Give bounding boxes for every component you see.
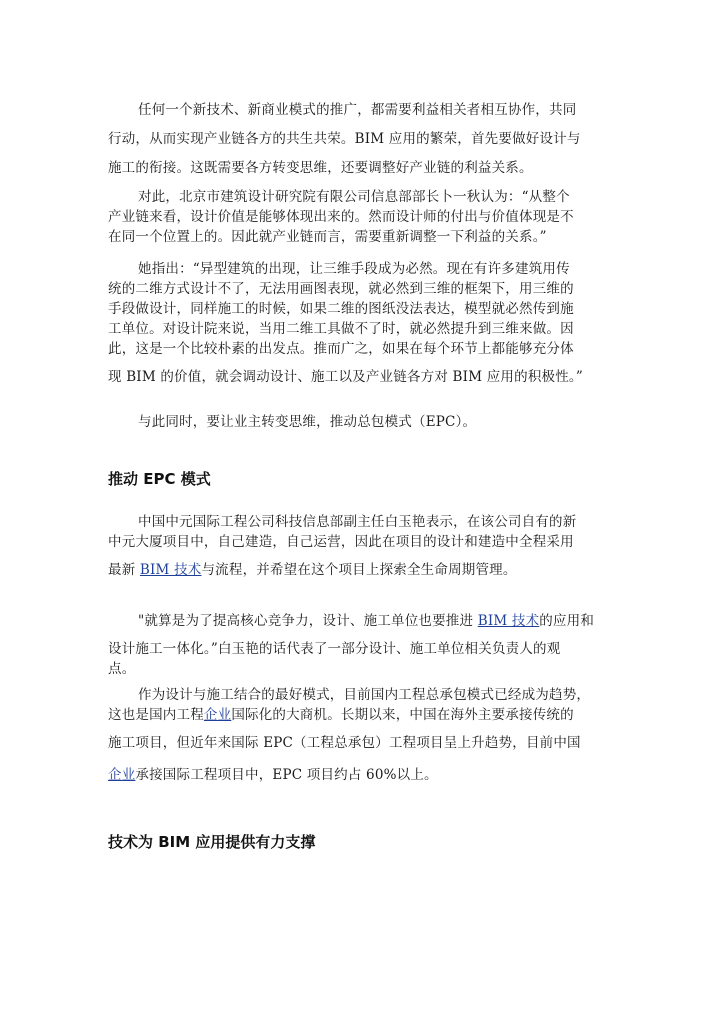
paragraph-7	[108, 685, 618, 785]
paragraph-line: 行动，从而实现产业链各方的共生共荣。BIM 应用的繁荣，首先要做好设计与	[108, 131, 581, 147]
paragraph-line: 现 BIM 的价值，就会调动设计、施工以及产业链各方对 BIM 应用的积极性。”	[108, 369, 583, 385]
paragraph-line: 在同一个位置上的。因此就产业链而言，需要重新调整一下利益的关系。”	[108, 229, 547, 245]
paragraph-line: 设计施工一体化。”白玉艳的话代表了一部分设计、施工单位相关负责人的观	[108, 641, 561, 657]
paragraph-line: 任何一个新技术、新商业模式的推广，都需要利益相关者相互协作，共同	[138, 102, 577, 118]
paragraph-line	[108, 611, 618, 631]
paragraph-line: 中国中元国际工程公司科技信息部副主任白玉艳表示，在该公司自有的新	[138, 514, 577, 530]
paragraph-line: 与此同时，要让业主转变思维，推动总包模式（EPC）。	[138, 414, 477, 430]
paragraph-line: 统的二维方式设计不了，无法用画图表现，就必然到三维的框架下，用三维的	[108, 281, 574, 297]
paragraph-5	[108, 512, 618, 580]
paragraph-4	[108, 412, 618, 432]
paragraph-2	[108, 187, 618, 247]
paragraph-line: 中元大厦项目中，自己建造，自己运营，因此在项目的设计和建造中全程采用	[108, 534, 574, 550]
paragraph-line: 产业链来看，设计价值是能够体现出来的。然而设计师的付出与价值体现是不	[108, 209, 574, 225]
paragraph-line	[108, 765, 618, 785]
text-segment: 与流程，并希望在这个项目上探索全生命周期管理。	[201, 562, 517, 578]
text-segment: 承接国际工程项目中，EPC 项目约占 60%以上。	[135, 767, 438, 783]
bim-technology-link[interactable]: BIM 技术	[139, 562, 202, 578]
bim-technology-link[interactable]: BIM 技术	[477, 613, 540, 629]
text-segment: 国际化的大商机。长期以来，中国在海外主要承接传统的	[231, 707, 574, 723]
paragraph-line	[108, 705, 618, 725]
section-heading-bim-support: 技术为 BIM 应用提供有力支撑	[108, 833, 316, 851]
paragraph-line: 施工项目，但近年来国际 EPC（工程总承包）工程项目呈上升趋势，目前中国	[108, 735, 581, 751]
enterprise-link[interactable]: 企业	[108, 767, 136, 783]
paragraph-line: 点。	[108, 661, 136, 677]
paragraph-line: 作为设计与施工结合的最好模式，目前国内工程总承包模式已经成为趋势，	[138, 687, 591, 703]
paragraph-3	[108, 259, 618, 387]
text-segment: 的应用和	[539, 613, 595, 629]
paragraph-line: 她指出：“异型建筑的出现，让三维手段成为必然。现在有许多建筑用传	[138, 261, 570, 277]
paragraph-line: 此，这是一个比较朴素的出发点。推而广之，如果在每个环节上都能够充分体	[108, 341, 574, 357]
paragraph-line	[108, 560, 618, 580]
enterprise-link[interactable]: 企业	[203, 707, 232, 723]
paragraph-line: 手段做设计，同样施工的时候，如果二维的图纸没法表达，模型就必然传到施	[108, 301, 574, 317]
text-segment: 这也是国内工程	[108, 707, 204, 723]
paragraph-line: 对此，北京市建筑设计研究院有限公司信息部部长卜一秋认为：“从整个	[138, 189, 570, 205]
paragraph-1	[108, 96, 618, 183]
text-segment: 最新	[108, 562, 140, 578]
text-segment: "就算是为了提高核心竞争力，设计、施工单位也要推进	[138, 613, 478, 629]
paragraph-line: 施工的衔接。这既需要各方转变思维，还要调整好产业链的利益关系。	[108, 160, 533, 176]
paragraph-line: 工单位。对设计院来说，当用二维工具做不了时，就必然提升到三维来做。因	[108, 321, 574, 337]
section-heading-epc: 推动 EPC 模式	[108, 470, 211, 488]
paragraph-6	[108, 611, 618, 679]
